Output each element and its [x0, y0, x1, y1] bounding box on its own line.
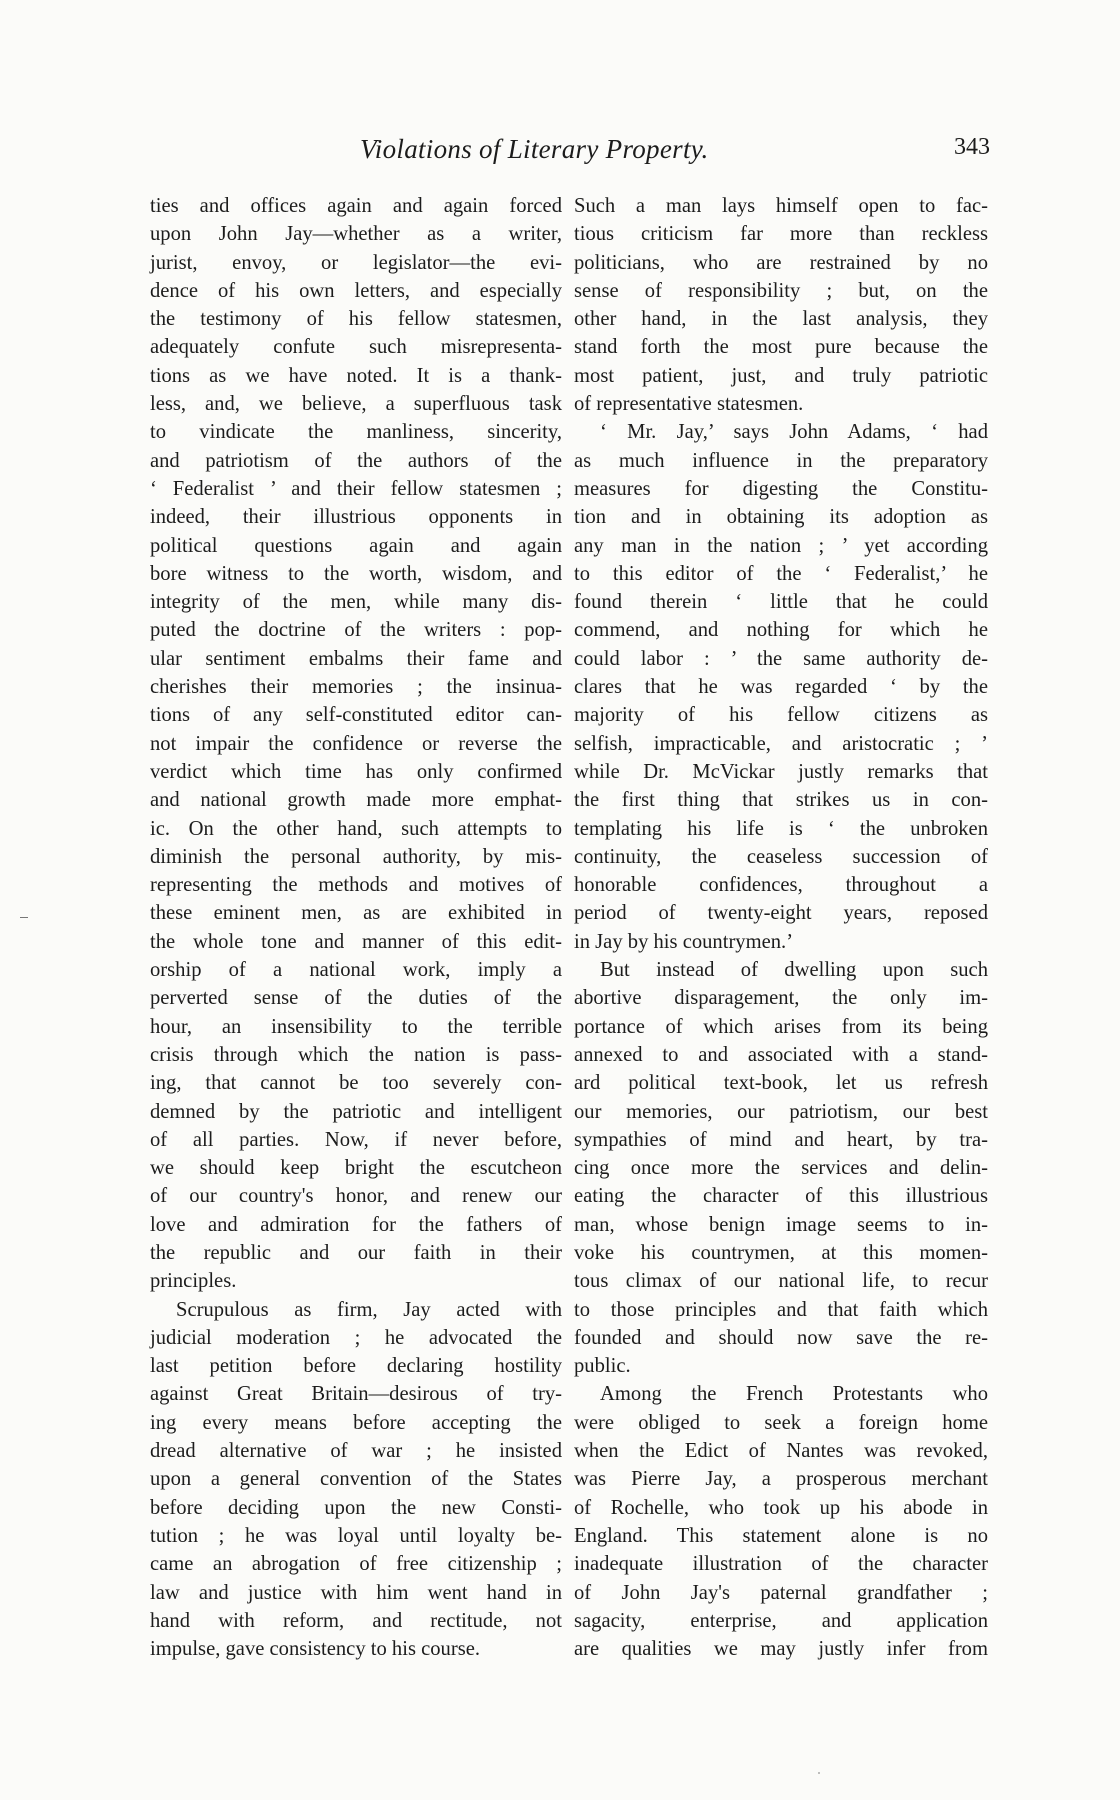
- text-line: not impair the confidence or reverse the: [150, 732, 562, 755]
- text-line: crisis through which the nation is pass-: [150, 1043, 562, 1066]
- text-line: tions as we have noted. It is a thank-: [150, 364, 562, 387]
- text-line: portance of which arises from its being: [574, 1015, 988, 1038]
- text-line: political questions again and again: [150, 534, 562, 557]
- text-line: the first thing that strikes us in con-: [574, 789, 988, 812]
- text-line: stand forth the most pure because the: [574, 336, 988, 359]
- text-line: majority of his fellow citizens as: [574, 704, 988, 727]
- text-line: Such a man lays himself open to fac-: [574, 195, 988, 217]
- text-line: hand with reform, and rectitude, not: [150, 1609, 562, 1632]
- text-line: period of twenty-eight years, reposed: [574, 902, 988, 925]
- text-line: diminish the personal authority, by mis-: [150, 845, 562, 868]
- text-line: of representative statesmen.: [574, 393, 804, 416]
- text-line: dread alternative of war ; he insisted: [150, 1440, 562, 1463]
- text-line: to this editor of the ‘ Federalist,’ he: [574, 562, 988, 585]
- text-line: annexed to and associated with a stand-: [574, 1043, 988, 1066]
- text-line: against Great Britain—desirous of try-: [150, 1383, 562, 1406]
- text-line: cherishes their memories ; the insinua-: [150, 676, 562, 699]
- text-line: principles.: [150, 1270, 237, 1293]
- text-line: voke his countrymen, at this momen-: [574, 1241, 988, 1264]
- text-line: demned by the patriotic and intelligent: [150, 1100, 562, 1123]
- text-line: tion and in obtaining its adoption as: [574, 506, 988, 529]
- text-line: bore witness to the worth, wisdom, and: [150, 562, 562, 585]
- text-line: in Jay by his countrymen.’: [574, 930, 794, 953]
- text-line: But instead of dwelling upon such: [600, 959, 988, 982]
- text-line: as much influence in the preparatory: [574, 449, 988, 472]
- text-line: man, whose benign image seems to in-: [574, 1213, 988, 1236]
- text-line: tution ; he was loyal until loyalty be-: [150, 1524, 562, 1547]
- running-head: [150, 134, 990, 174]
- text-line: upon a general convention of the States: [150, 1468, 562, 1491]
- text-line: public.: [574, 1355, 631, 1378]
- page-number: 343: [954, 134, 990, 160]
- text-line: any man in the nation ; ’ yet according: [574, 534, 988, 557]
- text-line: adequately confute such misrepresenta-: [150, 336, 562, 359]
- text-line: sympathies of mind and heart, by tra-: [574, 1128, 988, 1151]
- text-line: of John Jay's paternal grandfather ;: [574, 1581, 988, 1604]
- text-line: before deciding upon the new Consti-: [150, 1496, 562, 1519]
- text-line: commend, and nothing for which he: [574, 619, 988, 642]
- text-line: templating his life is ‘ the unbroken: [574, 817, 988, 840]
- text-line: honorable confidences, throughout a: [574, 874, 988, 897]
- text-line: judicial moderation ; he advocated the: [150, 1326, 562, 1349]
- text-line: the testimony of his fellow statesmen,: [150, 308, 562, 331]
- text-line: politicians, who are restrained by no: [574, 251, 988, 274]
- text-line: the whole tone and manner of this edit-: [150, 930, 562, 953]
- text-line: eating the character of this illustrious: [574, 1185, 988, 1208]
- text-line: impulse, gave consistency to his course.: [150, 1638, 481, 1661]
- text-line: selfish, impracticable, and aristocratic ; ’: [574, 732, 988, 755]
- text-line: tious criticism far more than reckless: [574, 223, 988, 246]
- margin-mark: [20, 917, 28, 918]
- text-line: Among the French Protestants who: [600, 1383, 988, 1406]
- text-line: ‘ Mr. Jay,’ says John Adams, ‘ had: [600, 421, 988, 444]
- text-line: our memories, our patriotism, our best: [574, 1100, 988, 1123]
- text-line: to those principles and that faith which: [574, 1298, 988, 1321]
- text-line: cing once more the services and delin-: [574, 1157, 988, 1180]
- text-line: other hand, in the last analysis, they: [574, 308, 988, 331]
- text-line: clares that he was regarded ‘ by the: [574, 676, 988, 699]
- text-line: dence of his own letters, and especially: [150, 279, 562, 302]
- right-text-column: [574, 192, 988, 1663]
- text-line: indeed, their illustrious opponents in: [150, 506, 562, 529]
- text-line: abortive disparagement, the only im-: [574, 987, 988, 1010]
- text-line: measures for digesting the Constitu-: [574, 477, 988, 500]
- text-line: tous climax of our national life, to recur: [574, 1270, 988, 1293]
- text-line: these eminent men, as are exhibited in: [150, 902, 562, 925]
- text-line: ‘ Federalist ’ and their fellow statesmen ;: [150, 477, 562, 500]
- left-text-column: [150, 192, 562, 1663]
- text-line: ular sentiment embalms their fame and: [150, 647, 562, 670]
- text-line: could labor : ’ the same authority de-: [574, 647, 988, 670]
- text-line: sense of responsibility ; but, on the: [574, 279, 988, 302]
- text-line: came an abrogation of free citizenship ;: [150, 1553, 562, 1576]
- text-line: ties and offices again and again forced: [150, 195, 562, 217]
- text-line: less, and, we believe, a superfluous task: [150, 393, 562, 416]
- text-line: the republic and our faith in their: [150, 1241, 562, 1264]
- text-line: love and admiration for the fathers of: [150, 1213, 562, 1236]
- text-line: founded and should now save the re-: [574, 1326, 988, 1349]
- text-line: representing the methods and motives of: [150, 874, 562, 897]
- text-line: of our country's honor, and renew our: [150, 1185, 562, 1208]
- text-line: most patient, just, and truly patriotic: [574, 364, 988, 387]
- text-line: orship of a national work, imply a: [150, 959, 562, 982]
- text-line: we should keep bright the escutcheon: [150, 1157, 562, 1180]
- text-line: to vindicate the manliness, sincerity,: [150, 421, 562, 444]
- text-line: of all parties. Now, if never before,: [150, 1128, 562, 1151]
- text-line: Scrupulous as firm, Jay acted with: [176, 1298, 562, 1321]
- text-line: sagacity, enterprise, and application: [574, 1609, 988, 1632]
- text-line: ic. On the other hand, such attempts to: [150, 817, 562, 840]
- text-line: continuity, the ceaseless succession of: [574, 845, 988, 868]
- text-line: jurist, envoy, or legislator—the evi-: [150, 251, 562, 274]
- text-line: and national growth made more emphat-: [150, 789, 562, 812]
- text-line: while Dr. McVickar justly remarks that: [574, 760, 988, 783]
- text-line: England. This statement alone is no: [574, 1524, 988, 1547]
- text-line: last petition before declaring hostility: [150, 1355, 562, 1378]
- text-line: was Pierre Jay, a prosperous merchant: [574, 1468, 988, 1491]
- text-line: tions of any self-constituted editor can-: [150, 704, 562, 727]
- text-line: hour, an insensibility to the terrible: [150, 1015, 562, 1038]
- running-title: Violations of Literary Property.: [360, 134, 709, 164]
- text-line: perverted sense of the duties of the: [150, 987, 562, 1010]
- text-line: upon John Jay—whether as a writer,: [150, 223, 562, 246]
- text-line: puted the doctrine of the writers : pop-: [150, 619, 562, 642]
- paper-speck: [818, 1772, 820, 1774]
- text-line: when the Edict of Nantes was revoked,: [574, 1440, 988, 1463]
- text-line: ard political text-book, let us refresh: [574, 1072, 988, 1095]
- text-line: ing every means before accepting the: [150, 1411, 562, 1434]
- text-line: inadequate illustration of the character: [574, 1553, 988, 1576]
- text-line: were obliged to seek a foreign home: [574, 1411, 988, 1434]
- text-line: are qualities we may justly infer from: [574, 1638, 988, 1661]
- text-line: found therein ‘ little that he could: [574, 591, 988, 614]
- text-line: and patriotism of the authors of the: [150, 449, 562, 472]
- text-line: verdict which time has only confirmed: [150, 760, 562, 783]
- text-line: law and justice with him went hand in: [150, 1581, 562, 1604]
- text-line: integrity of the men, while many dis-: [150, 591, 562, 614]
- text-line: of Rochelle, who took up his abode in: [574, 1496, 988, 1519]
- text-line: ing, that cannot be too severely con-: [150, 1072, 562, 1095]
